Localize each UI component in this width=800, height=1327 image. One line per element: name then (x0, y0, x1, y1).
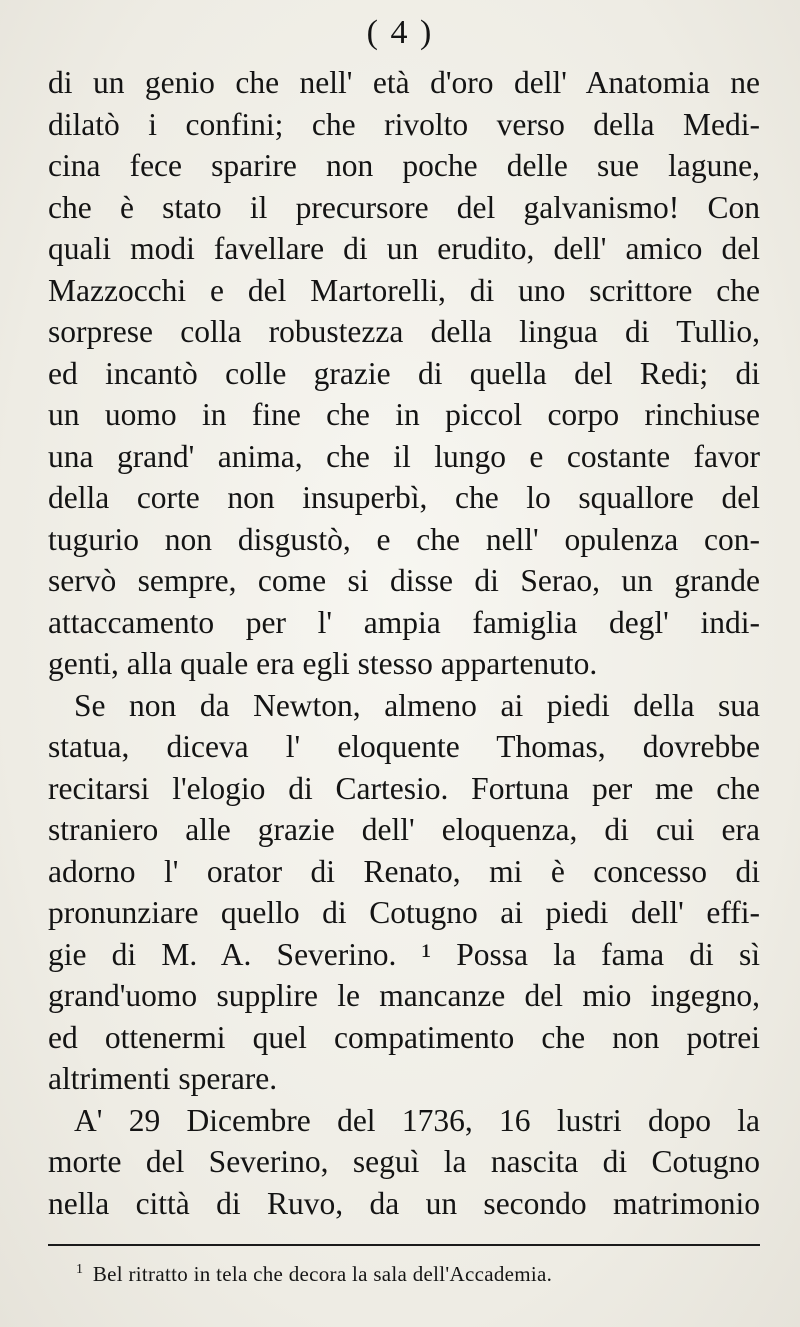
text-line: Se non da Newton, almeno ai piedi della sua (74, 687, 760, 723)
body-text (48, 62, 760, 1224)
text-line: tugurio non disgustò, e che nell' opulenza con- (48, 521, 760, 557)
page-number: ( 4 ) (366, 14, 434, 51)
footnote-divider (48, 1244, 760, 1246)
text-line: una grand' anima, che il lungo e costante favor (48, 438, 760, 474)
text-line: straniero alle grazie dell' eloquenza, di cui era (48, 812, 760, 847)
text-line: cina fece sparire non poche delle sue lagune, (48, 148, 760, 183)
text-line: statua, diceva l' eloquente Thomas, dovrebbe (48, 729, 760, 764)
footnote (76, 1262, 766, 1287)
text-line: di un genio che nell' età d'oro dell' Anatomia ne (48, 65, 760, 100)
text-line: sorprese colla robustezza della lingua di Tullio, (48, 314, 760, 349)
text-line: morte del Severino, seguì la nascita di Cotugno (48, 1144, 760, 1179)
text-line: servò sempre, come si disse di Serao, un grande (48, 563, 760, 598)
text-line: altrimenti sperare. (48, 1061, 278, 1096)
text-line: un uomo in fine che in piccol corpo rinchiuse (48, 397, 760, 432)
text-line: recitarsi l'elogio di Cartesio. Fortuna per me che (48, 770, 760, 806)
text-line: che è stato il precursore del galvanismo! Con (48, 189, 760, 225)
text-line: quali modi favellare di un erudito, dell' amico del (48, 231, 760, 266)
text-line: gie di M. A. Severino. ¹ Possa la fama di sì (48, 936, 760, 972)
text-line: genti, alla quale era egli stesso appartenuto. (48, 646, 598, 681)
text-line: nella città di Ruvo, da un secondo matrimonio (48, 1185, 760, 1221)
text-line: della corte non insuperbì, che lo squallore del (48, 480, 760, 515)
text-line: adorno l' orator di Renato, mi è concesso di (48, 853, 760, 889)
text-line: ed ottenermi quel compatimento che non potrei (48, 1019, 760, 1055)
text-line: pronunziare quello di Cotugno ai piedi dell' effi- (48, 895, 760, 930)
footnote-marker: 1 (76, 1262, 84, 1277)
text-line: ed incantò colle grazie di quella del Redi; di (48, 355, 760, 391)
text-line: A' 29 Dicembre del 1736, 16 lustri dopo la (74, 1102, 760, 1138)
text-line: attaccamento per l' ampia famiglia degl' indi- (48, 604, 760, 640)
footnote-text: Bel ritratto in tela che decora la sala dell'Accademia. (92, 1262, 553, 1286)
text-line: Mazzocchi e del Martorelli, di uno scrittore che (48, 272, 760, 308)
text-line: grand'uomo supplire le mancanze del mio ingegno, (48, 978, 760, 1013)
text-line: dilatò i confini; che rivolto verso della Medi- (48, 106, 760, 142)
